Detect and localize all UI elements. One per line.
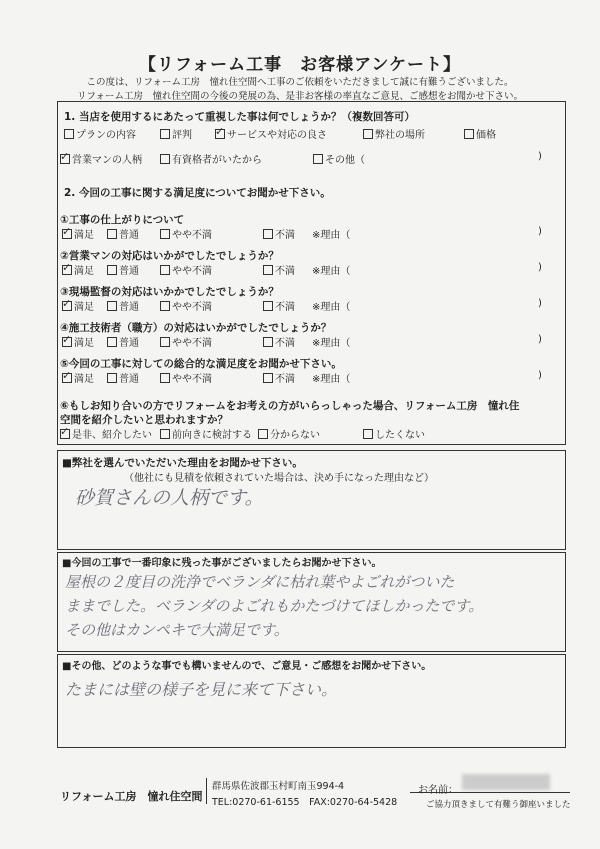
checkbox-icon[interactable] — [263, 229, 273, 239]
checked-checkbox-icon[interactable] — [62, 373, 72, 383]
q2-rating-option[interactable]: 不満 — [263, 262, 295, 277]
checkbox-icon[interactable] — [160, 154, 170, 164]
q2-rating-option[interactable]: ✓満足 — [62, 334, 94, 349]
q2-rating-option[interactable]: ✓満足 — [62, 298, 94, 313]
q1-option-reputation[interactable]: 評判 — [160, 126, 192, 141]
q6-option-recommend[interactable]: ✓是非、紹介したい — [60, 426, 152, 441]
q2-rating-option[interactable]: やや不満 — [160, 334, 212, 349]
checkbox-icon[interactable] — [258, 429, 268, 439]
q2-reason-close-paren: ) — [538, 298, 542, 309]
checked-checkbox-icon[interactable] — [62, 265, 72, 275]
q1-option-location[interactable]: 弊社の場所 — [363, 126, 425, 141]
checkbox-icon[interactable] — [160, 129, 170, 139]
intro-line-1: この度は、リフォーム工房 憧れ住空間へ工事のご依頼をいただきまして誠に有難うございました。 — [86, 77, 514, 88]
name-label: お名前： — [418, 785, 458, 796]
q2-rating-option[interactable]: やや不満 — [160, 370, 212, 385]
impression-handwritten-line-3[interactable]: その他はカンペキで大満足です。 — [65, 621, 289, 639]
checkbox-icon[interactable] — [263, 265, 273, 275]
checkbox-icon[interactable] — [263, 301, 273, 311]
q2-sub-label: ③現場監督の対応はいかかでしたでしょうか？ — [60, 286, 279, 298]
q2-rating-option[interactable]: 普通 — [107, 334, 139, 349]
impression-handwritten-line-1[interactable]: 屋根の２度目の洗浄でベランダに枯れ葉やよごれがついた — [65, 573, 455, 591]
checked-checkbox-icon[interactable] — [62, 229, 72, 239]
q2-rating-option[interactable]: 普通 — [107, 370, 139, 385]
checkbox-icon[interactable] — [64, 129, 74, 139]
checkbox-icon[interactable] — [160, 301, 170, 311]
checkbox-icon[interactable] — [160, 373, 170, 383]
checkbox-icon[interactable] — [313, 154, 323, 164]
footer-divider — [206, 778, 207, 804]
checkbox-icon[interactable] — [160, 229, 170, 239]
checkbox-icon[interactable] — [160, 265, 170, 275]
checkbox-icon[interactable] — [107, 337, 117, 347]
q1-other-close-paren: ) — [538, 151, 542, 162]
footer-address: 群馬県佐波郡玉村町南玉994-4 — [212, 781, 345, 792]
impression-label: ■今回の工事で一番印象に残った事がございましたらお聞かせ下さい。 — [62, 558, 382, 569]
checkbox-icon[interactable] — [263, 373, 273, 383]
q1-label: 1. 当店を使用するにあたって重視した事は何でしょうか？（複数回答可） — [64, 111, 415, 123]
q2-rating-option[interactable]: 不満 — [263, 334, 295, 349]
checkbox-icon[interactable] — [107, 265, 117, 275]
q2-reason-label: ※理由（ — [312, 302, 351, 313]
q2-rating-option[interactable]: やや不満 — [160, 298, 212, 313]
q1-option-price[interactable]: 価格 — [464, 126, 496, 141]
q2-reason-label: ※理由（ — [312, 338, 351, 349]
q2-reason-label: ※理由（ — [312, 266, 351, 277]
q6-label-line-1: ⑥もしお知り合いの方でリフォームをお考えの方がいらっしゃった場合、リフォーム工房 憧れ住 — [60, 400, 520, 412]
q2-rating-option[interactable]: 普通 — [107, 262, 139, 277]
checkbox-icon[interactable] — [160, 337, 170, 347]
q2-reason-close-paren: ) — [538, 334, 542, 345]
q2-rating-option[interactable]: 不満 — [263, 226, 295, 241]
q1-option-plan[interactable]: プランの内容 — [64, 126, 136, 141]
checked-checkbox-icon[interactable] — [60, 429, 70, 439]
footer-company-name: リフォーム工房 憧れ住空間 — [60, 790, 203, 803]
name-redacted — [462, 774, 550, 790]
intro-line-2: リフォーム工房 憧れ住空間の今後の発展の為、是非お客様の率直なご意見、ご感想をお聞かせ下さい。 — [76, 91, 524, 102]
impression-handwritten-line-2[interactable]: ままでした。ベランダのよごれもかたづけてほしかったです。 — [65, 597, 484, 615]
q6-label-line-2: 空間を紹介したいと思われますか？ — [60, 414, 228, 426]
q2-rating-option[interactable]: 不満 — [263, 298, 295, 313]
footer-tel-fax: TEL:0270-61-6155 FAX:0270-64-5428 — [212, 797, 398, 808]
checkbox-icon[interactable] — [263, 337, 273, 347]
checkbox-icon[interactable] — [464, 129, 474, 139]
q2-rating-option[interactable]: やや不満 — [160, 262, 212, 277]
checkbox-icon[interactable] — [363, 429, 373, 439]
q2-reason-close-paren: ) — [538, 370, 542, 381]
q1-option-other[interactable]: その他（ — [313, 151, 365, 166]
q2-rating-option[interactable]: 不満 — [263, 370, 295, 385]
checked-checkbox-icon[interactable] — [62, 337, 72, 347]
q2-reason-close-paren: ) — [538, 262, 542, 273]
checked-checkbox-icon[interactable] — [60, 154, 70, 164]
q2-rating-option[interactable]: ✓満足 — [62, 370, 94, 385]
checkbox-icon[interactable] — [363, 129, 373, 139]
checkbox-icon[interactable] — [107, 373, 117, 383]
comments-handwritten-answer[interactable]: たまには壁の様子を見に来て下さい。 — [65, 680, 338, 699]
q1-option-service[interactable]: ✓ サービスや対応の良さ — [215, 126, 327, 141]
survey-title: 【リフォーム工事 お客様アンケート】 — [138, 55, 462, 75]
q2-label: 2. 今回の工事に関する満足度についてお聞かせ下さい。 — [64, 187, 331, 199]
reason-handwritten-answer[interactable]: 砂賀さんの人柄です。 — [75, 487, 264, 509]
q2-reason-label: ※理由（ — [312, 374, 351, 385]
q6-option-consider[interactable]: 前向きに検討する — [160, 426, 252, 441]
q2-reason-label: ※理由（ — [312, 230, 351, 241]
q2-reason-close-paren: ) — [538, 226, 542, 237]
q2-rating-option[interactable]: 普通 — [107, 298, 139, 313]
name-underline — [410, 792, 570, 793]
q2-rating-option[interactable]: ✓満足 — [62, 262, 94, 277]
q2-rating-option[interactable]: やや不満 — [160, 226, 212, 241]
q1-option-qualified[interactable]: 有資格者がいたから — [160, 151, 262, 166]
comments-label: ■その他、どのような事でも構いませんので、ご意見・ご感想をお聞かせ下さい。 — [62, 661, 432, 672]
checked-checkbox-icon[interactable] — [62, 301, 72, 311]
q2-sub-label: ②営業マンの対応はいかがでしたでしょうか？ — [60, 250, 279, 262]
q2-rating-option[interactable]: ✓満足 — [62, 226, 94, 241]
checkbox-icon[interactable] — [160, 429, 170, 439]
q6-option-no[interactable]: したくない — [363, 426, 425, 441]
checked-checkbox-icon[interactable] — [215, 129, 225, 139]
q1-option-salesperson[interactable]: ✓営業マンの人柄 — [60, 151, 142, 166]
q6-option-unsure[interactable]: 分からない — [258, 426, 320, 441]
checkbox-icon[interactable] — [107, 229, 117, 239]
footer-thanks: ご協力頂きまして有難う御座いました — [426, 800, 571, 810]
reason-sublabel: （他社にも見積を依頼されていた場合は、決め手になった理由など） — [124, 473, 434, 484]
q2-sub-label: ⑤今回の工事に対しての総合的な満足度をお聞かせ下さい。 — [60, 358, 342, 370]
q2-sub-label: ④施工技術者（職方）の対応はいかがでしたでしょうか？ — [60, 322, 332, 334]
q2-rating-option[interactable]: 普通 — [107, 226, 139, 241]
checkbox-icon[interactable] — [107, 301, 117, 311]
q2-sub-label: ①工事の仕上がりについて — [60, 214, 185, 226]
reason-label: ■弊社を選んでいただいた理由をお聞かせ下さい。 — [62, 457, 303, 469]
